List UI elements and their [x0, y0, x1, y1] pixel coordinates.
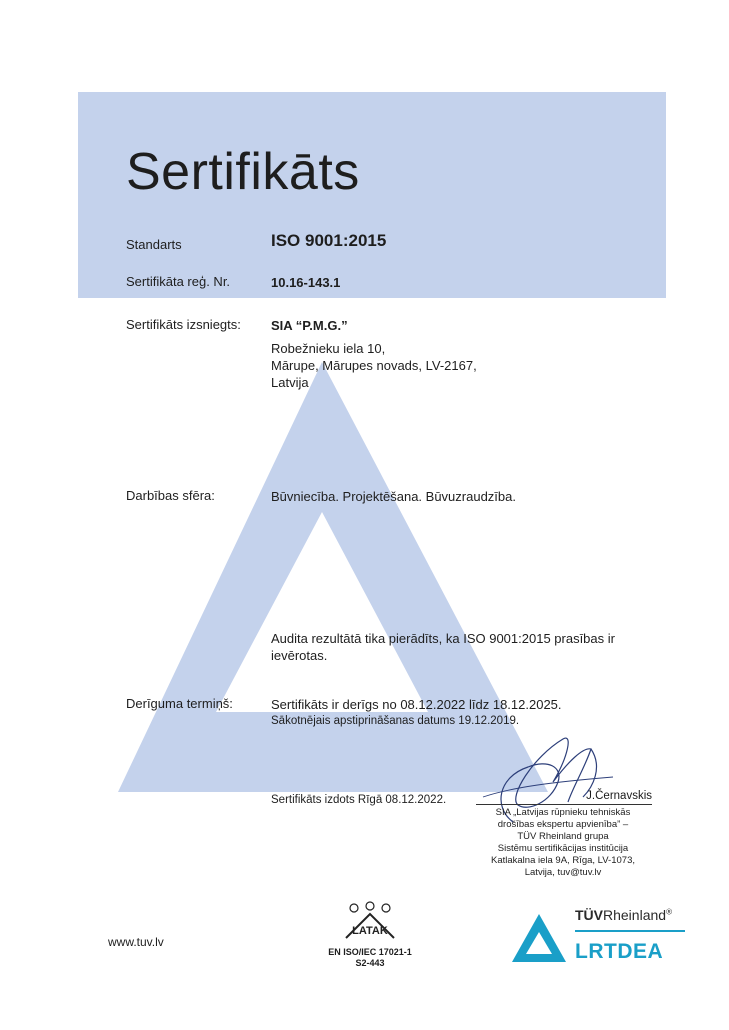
- company-name: SIA “P.M.G.”: [271, 318, 348, 333]
- lrtdea-brand: LRTDEA: [575, 940, 664, 963]
- lrtdea-triangle-icon: [510, 912, 568, 964]
- latak-standard: EN ISO/IEC 17021-1: [328, 947, 412, 957]
- latak-number: S2-443: [355, 958, 385, 968]
- latak-logo-icon: [340, 900, 400, 942]
- org-line-1: SIA „Latvijas rūpnieku tehniskās: [495, 807, 631, 818]
- signatory-name: J.Černavskis: [586, 790, 652, 802]
- tuv-registered-mark: ®: [666, 907, 672, 917]
- certificate-panel: [78, 92, 666, 887]
- org-line-2: drošības ekspertu apvienība” –: [497, 819, 629, 830]
- reg-number-value: 10.16-143.1: [271, 275, 341, 290]
- org-line-5: Katlakalna iela 9A, Rīga, LV-1073,: [490, 855, 635, 866]
- org-line-3: TÜV Rheinland grupa: [517, 831, 609, 842]
- issued-place-date: Sertifikāts izdots Rīgā 08.12.2022.: [271, 794, 447, 806]
- tuv-divider: [575, 930, 685, 932]
- tuv-rheinland-brand: [575, 907, 672, 923]
- address-line-2: Mārupe, Mārupes novads, LV-2167,: [271, 358, 477, 373]
- reg-number-label: Sertifikāta reģ. Nr.: [126, 274, 231, 289]
- tuv-brand-rest: Rheinland: [603, 907, 667, 923]
- standard-label: Standarts: [126, 237, 182, 252]
- certificate-title: Sertifikāts: [126, 143, 360, 201]
- tuv-brand-bold: TÜV: [575, 907, 603, 923]
- standard-value: ISO 9001:2015: [271, 231, 387, 250]
- latak-logo-text: LATAK: [352, 925, 388, 937]
- org-line-6: Latvija, tuv@tuv.lv: [524, 867, 602, 878]
- address-line-3: Latvija: [271, 375, 309, 390]
- validity-line-2: Sākotnējais apstiprināšanas datums 19.12.2019.: [271, 715, 520, 727]
- scope-label: Darbības sfēra:: [126, 488, 215, 503]
- signature-line: [476, 804, 652, 805]
- address-line-1: Robežnieku iela 10,: [271, 341, 386, 356]
- scope-value: Būvniecība. Projektēšana. Būvuzraudzība.: [271, 489, 516, 504]
- issued-to-label: Sertifikāts izsniegts:: [126, 317, 241, 332]
- audit-line-2: ievērotas.: [271, 648, 328, 663]
- latak-accreditation: [315, 900, 425, 969]
- footer-url: www.tuv.lv: [108, 935, 164, 949]
- audit-line-1: Audita rezultātā tika pierādīts, ka ISO 9001:2015 prasības ir: [271, 631, 615, 646]
- org-line-4: Sistēmu sertifikācijas institūcija: [497, 843, 629, 854]
- validity-label: Derīguma termiņš:: [126, 696, 233, 711]
- validity-line-1: Sertifikāts ir derīgs no 08.12.2022 līdz 18.12.2025.: [271, 697, 562, 712]
- issuing-organization: [463, 807, 663, 879]
